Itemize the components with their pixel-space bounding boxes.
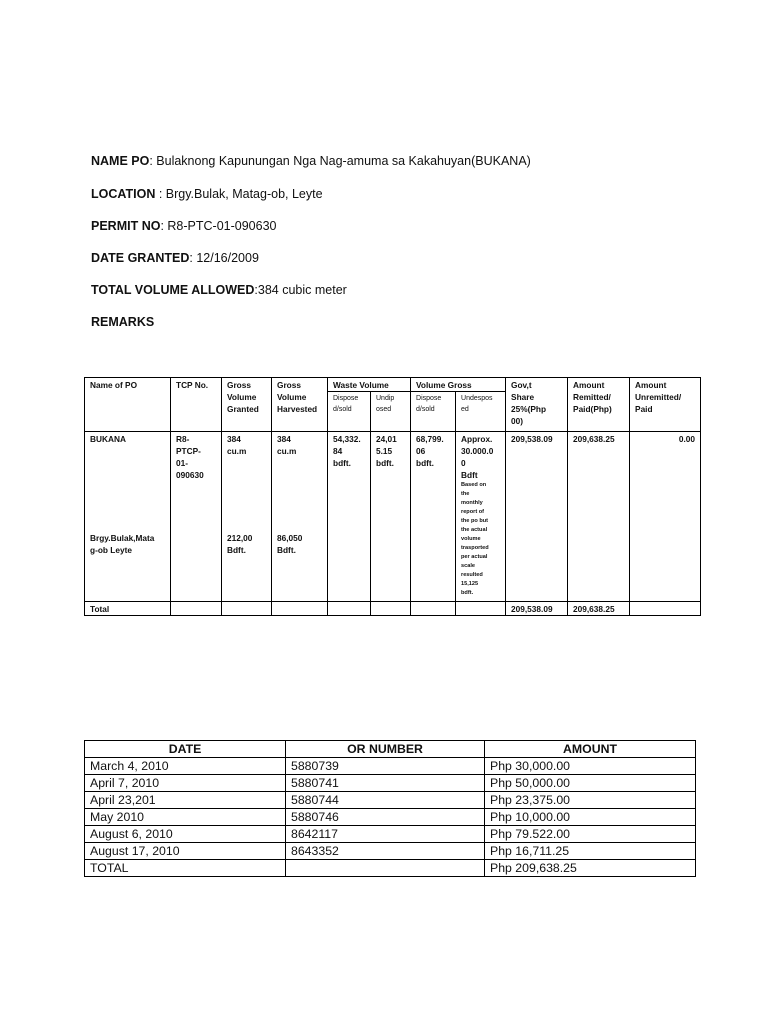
receipts-header-row bbox=[85, 741, 696, 758]
permit-no-line bbox=[91, 218, 276, 234]
receipts-body bbox=[85, 758, 696, 860]
col-header-vg-undisposed: Undespos ed bbox=[456, 392, 506, 432]
receipts-total-label: TOTAL bbox=[85, 860, 286, 877]
receipt-amount: Php 23,375.00 bbox=[485, 792, 696, 809]
name-po-line bbox=[91, 153, 531, 169]
receipt-or-number: 5880739 bbox=[286, 758, 485, 775]
receipt-date: April 7, 2010 bbox=[85, 775, 286, 792]
table-row bbox=[85, 809, 696, 826]
cell-name-of-po bbox=[85, 432, 171, 602]
total-empty-cell bbox=[222, 602, 272, 616]
gross-harvested-bdft: 86,050 Bdft. bbox=[277, 533, 303, 555]
col-header-waste-volume: Waste Volume bbox=[328, 378, 411, 392]
cell-vg-undisposed bbox=[456, 432, 506, 602]
receipt-or-number: 8642117 bbox=[286, 826, 485, 843]
total-amount-remitted: 209,638.25 bbox=[568, 602, 630, 616]
vg-undisposed-value: Approx. 30.000.0 0 Bdft bbox=[461, 434, 494, 480]
receipt-amount: Php 16,711.25 bbox=[485, 843, 696, 860]
table-row bbox=[85, 843, 696, 860]
vg-undisposed-note: Based on the monthly report of the po but the actual volume trasported per actual scale resulted 15,125 bdft. bbox=[461, 482, 489, 596]
date-granted-line bbox=[91, 250, 259, 266]
date-granted-value: : 12/16/2009 bbox=[189, 251, 259, 265]
remarks-line bbox=[91, 314, 154, 330]
location-line bbox=[91, 186, 323, 202]
cell-tcp-no: R8- PTCP- 01- 090630 bbox=[171, 432, 222, 602]
cell-waste-disposed: 54,332. 84 bdft. bbox=[328, 432, 371, 602]
permit-no-value: : R8-PTC-01-090630 bbox=[160, 219, 277, 233]
receipt-amount: Php 50,000.00 bbox=[485, 775, 696, 792]
receipt-or-number: 5880744 bbox=[286, 792, 485, 809]
col-header-waste-disposed: Dispose d/sold bbox=[328, 392, 371, 432]
total-volume-label: TOTAL VOLUME ALLOWED bbox=[91, 283, 255, 297]
col-header-amount-remitted: Amount Remitted/ Paid(Php) bbox=[568, 378, 630, 432]
total-empty-cell bbox=[171, 602, 222, 616]
receipts-total-row bbox=[85, 860, 696, 877]
receipt-date: March 4, 2010 bbox=[85, 758, 286, 775]
col-header-tcp-no: TCP No. bbox=[171, 378, 222, 432]
total-empty-cell bbox=[328, 602, 371, 616]
receipt-or-number: 5880741 bbox=[286, 775, 485, 792]
remarks-label: REMARKS bbox=[91, 315, 155, 329]
col-header-waste-undisposed: Undip osed bbox=[371, 392, 411, 432]
cell-gross-volume-harvested bbox=[272, 432, 328, 602]
table-row bbox=[85, 775, 696, 792]
po-name: BUKANA bbox=[90, 434, 126, 444]
name-po-label: NAME PO bbox=[91, 154, 150, 168]
receipt-amount: Php 79.522.00 bbox=[485, 826, 696, 843]
col-header-volume-gross: Volume Gross bbox=[411, 378, 506, 392]
col-header-govt-share: Gov,t Share 25%(Php 00) bbox=[506, 378, 568, 432]
receipts-total-amount: Php 209,638.25 bbox=[485, 860, 696, 877]
cell-waste-undisposed: 24,01 5.15 bdft. bbox=[371, 432, 411, 602]
date-granted-label: DATE GRANTED bbox=[91, 251, 190, 265]
col-header-name-of-po: Name of PO bbox=[85, 378, 171, 432]
total-empty-cell bbox=[630, 602, 701, 616]
col-header-gross-volume-harvested: Gross Volume Harvested bbox=[272, 378, 328, 432]
gross-granted-cum: 384 cu.m bbox=[227, 434, 247, 456]
receipt-or-number: 8643352 bbox=[286, 843, 485, 860]
total-volume-line bbox=[91, 282, 347, 298]
table-row bbox=[85, 792, 696, 809]
cell-amount-unremitted: 0.00 bbox=[630, 432, 701, 602]
location-value: : Brgy.Bulak, Matag-ob, Leyte bbox=[155, 187, 323, 201]
cell-amount-remitted: 209,638.25 bbox=[568, 432, 630, 602]
receipt-date: August 17, 2010 bbox=[85, 843, 286, 860]
total-empty-cell bbox=[411, 602, 456, 616]
cell-gross-volume-granted bbox=[222, 432, 272, 602]
col-header-gross-volume-granted: Gross Volume Granted bbox=[222, 378, 272, 432]
table-row bbox=[85, 758, 696, 775]
receipt-date: August 6, 2010 bbox=[85, 826, 286, 843]
receipt-or-number: 5880746 bbox=[286, 809, 485, 826]
payment-receipts-table bbox=[84, 740, 696, 877]
permit-no-label: PERMIT NO bbox=[91, 219, 161, 233]
total-volume-value: :384 cubic meter bbox=[254, 283, 347, 297]
cell-vg-disposed: 68,799. 06 bdft. bbox=[411, 432, 456, 602]
name-po-value: : Bulaknong Kapunungan Nga Nag-amuma sa Kakahuyan(BUKANA) bbox=[149, 154, 531, 168]
receipt-amount: Php 30,000.00 bbox=[485, 758, 696, 775]
receipt-date: April 23,201 bbox=[85, 792, 286, 809]
col-header-amount-unremitted: Amount Unremitted/ Paid bbox=[630, 378, 701, 432]
col-header-vg-disposed: Dispose d/sold bbox=[411, 392, 456, 432]
cell-govt-share: 209,538.09 bbox=[506, 432, 568, 602]
receipt-amount: Php 10,000.00 bbox=[485, 809, 696, 826]
col-header-or-number: OR NUMBER bbox=[286, 741, 485, 758]
col-header-amount: AMOUNT bbox=[485, 741, 696, 758]
total-empty-cell bbox=[371, 602, 411, 616]
total-empty-cell bbox=[272, 602, 328, 616]
location-label: LOCATION bbox=[91, 187, 156, 201]
permit-total-row bbox=[85, 602, 701, 616]
receipts-total-empty bbox=[286, 860, 485, 877]
po-address: Brgy.Bulak,Mata g-ob Leyte bbox=[90, 533, 155, 555]
total-govt-share: 209,538.09 bbox=[506, 602, 568, 616]
receipt-date: May 2010 bbox=[85, 809, 286, 826]
permit-data-row bbox=[85, 432, 701, 602]
total-empty-cell bbox=[456, 602, 506, 616]
table-row bbox=[85, 826, 696, 843]
col-header-date: DATE bbox=[85, 741, 286, 758]
gross-granted-bdft: 212,00 Bdft. bbox=[227, 533, 253, 555]
permit-summary-table bbox=[84, 377, 701, 616]
total-label: Total bbox=[85, 602, 171, 616]
gross-harvested-cum: 384 cu.m bbox=[277, 434, 297, 456]
permit-header-row bbox=[85, 378, 701, 392]
